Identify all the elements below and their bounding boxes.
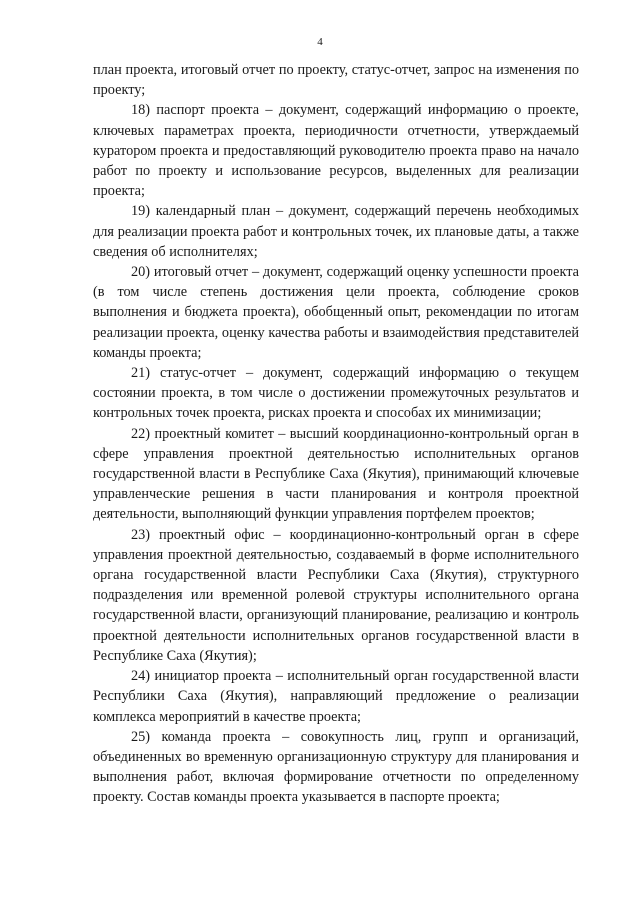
page-number: 4 [317, 36, 323, 48]
definition-19-calendar-plan: 19) календарный план – документ, содержащий перечень необходимых для реализации проекта работ и контрольных точек, их плановые даты, а также сведения об исполнителях; [93, 203, 579, 260]
definition-24-project-initiator: 24) инициатор проекта – исполнительный орган государственной власти Республики Саха (Якутия), направляющий предложение о реализации комплекса мероприятий в качестве проекта; [93, 668, 579, 725]
definition-21-status-report: 21) статус-отчет – документ, содержащий информацию о текущем состоянии проекта, в том числе о достижении промежуточных результатов и контрольных точек проекта, рисках проекта и способах их минимизации; [93, 365, 579, 422]
definition-23-project-office: 23) проектный офис – координационно-контрольный орган в сфере управления проектной деятельностью, создаваемый в форме исполнительного органа государственной власти Республики Саха (Якутия), структурного подразделения или временной ролевой структуры исполнительного органа государственной власти, организующий планирование, реализацию и контроль проектной деятельности исполнительных органов государственной власти в Республике Саха (Якутия); [93, 526, 579, 664]
definition-25-project-team: 25) команда проекта – совокупность лиц, групп и организаций, объединенных во временную организационную структуру для планирования и выполнения работ, включая формирование отчетности по определенному проекту. Состав команды проекта указывается в паспорте проекта; [93, 728, 579, 806]
document-body [93, 60, 579, 808]
definition-18-project-passport: 18) паспорт проекта – документ, содержащий информацию о проекте, ключевых параметрах проекта, периодичности отчетности, утверждаемый куратором проекта и предоставляющий руководителю проекта право на начало работ по проекту и использование ресурсов, выделенных для реализации проекта; [93, 102, 579, 200]
definition-20-final-report: 20) итоговый отчет – документ, содержащий оценку успешности проекта (в том числе степень достижения цели проекта, соблюдение сроков выполнения и бюджета проекта), обобщенный опыт, рекомендации по итогам реализации проекта, оценку качества работы и взаимодействия представителей команды проекта; [93, 264, 579, 361]
definition-22-project-committee: 22) проектный комитет – высший координационно-контрольный орган в сфере управления проектной деятельностью исполнительных органов государственной власти в Республике Саха (Якутия), принимающий ключевые управленческие решения в части планирования и контроля проектной деятельности, выполняющий функции управления портфелем проектов; [93, 425, 579, 523]
paragraph-continuation: план проекта, итоговый отчет по проекту, статус-отчет, запрос на изменения по проекту; [93, 62, 579, 99]
